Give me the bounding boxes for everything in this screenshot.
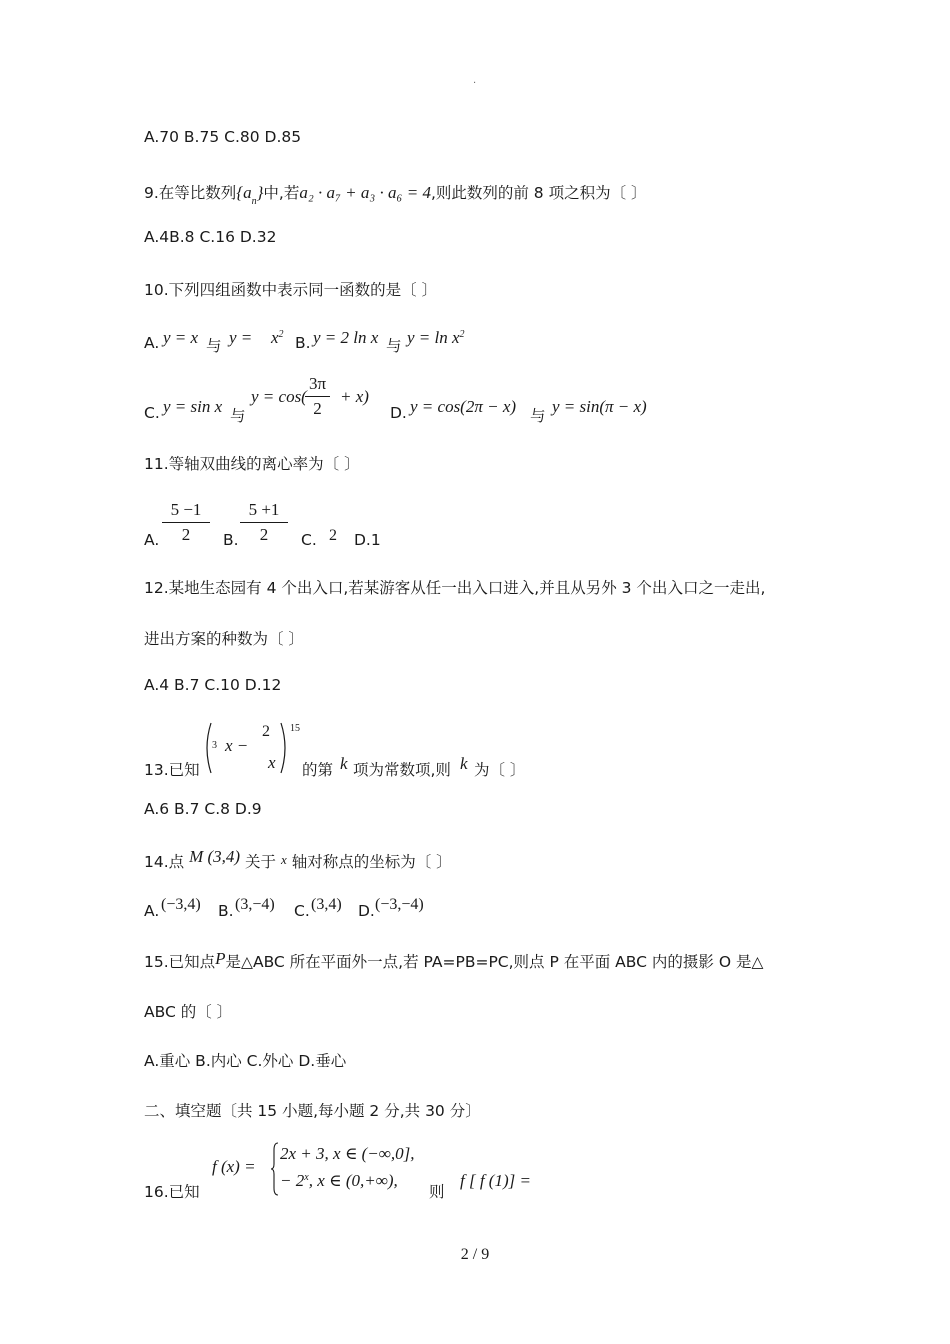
q10-c-with: 与: [230, 407, 246, 425]
q13-x-term: x −: [225, 736, 249, 755]
q9-suffix: ,则此数列的前 8 项之积为〔 〕: [430, 184, 647, 202]
q9-mid: 中,若: [263, 184, 300, 202]
q14-point: M (3,4): [189, 847, 241, 866]
page-indicator: 2 / 9: [460, 1246, 490, 1263]
q10-d-expr1: y = cos(2π − x): [410, 397, 517, 416]
question-13: [144, 718, 564, 780]
q8-options: A.70 B.75 C.80 D.85: [144, 128, 302, 146]
q10-d-label: D.: [390, 404, 407, 422]
q10-d-with: 与: [530, 407, 546, 425]
q14-mid: 关于: [245, 853, 277, 871]
q15-options: A.重心 B.内心 C.外心 D.垂心: [144, 1052, 347, 1070]
q14-b-value: (3,−4): [235, 896, 275, 913]
q10-c-expr2b: + x): [340, 387, 369, 406]
q10-a-expr1: y = x: [163, 328, 199, 347]
q14-options: [144, 895, 464, 925]
q11-c-value: 2: [329, 527, 337, 544]
header-mark: ·: [473, 78, 477, 89]
q16-f: f (x) =: [212, 1157, 256, 1176]
q13-exponent: 15: [290, 723, 300, 734]
q13-prefix: 13.已知: [144, 761, 200, 779]
q10-a-label: A.: [144, 334, 160, 352]
q11-b-label: B.: [223, 531, 239, 549]
q10-c-label: C.: [144, 404, 160, 422]
q9-expr: a₂ · a₇ + a₃ · a₆ = 4: [299, 183, 431, 202]
q13-frac-num: 2: [262, 723, 270, 740]
q13-frac-den: x: [268, 753, 276, 772]
q13-k2: k: [460, 754, 468, 773]
q9-options: A.4B.8 C.16 D.32: [144, 228, 277, 246]
q9-prefix: 9.在等比数列: [144, 184, 237, 202]
q14-suffix: 轴对称点的坐标为〔 〕: [291, 853, 452, 871]
q13-root-index: 3: [212, 740, 217, 751]
q11-a-fraction: $\frac{5 -1}{2}$: [162, 500, 210, 545]
q9-seq: $\{a_n\}$: [236, 183, 264, 207]
q12-options: A.4 B.7 C.10 D.12: [144, 676, 282, 694]
q10-c-expr2a: y = cos(: [251, 387, 307, 406]
q15-stem-line1: 是△ABC 所在平面外一点,若 PA=PB=PC,则点 P 在平面 ABC 内的摄影 O 是△: [225, 953, 764, 971]
q10-d-expr2: y = sin(π − x): [552, 397, 647, 416]
q13-mid2: 项为常数项,则: [353, 761, 451, 779]
q15-p: P: [215, 949, 226, 968]
q15-prefix: 15.已知点: [144, 953, 216, 971]
q14-a-value: (−3,4): [161, 896, 201, 913]
question-16: [144, 1140, 564, 1202]
q10-b-expr1: y = 2 ln x: [313, 328, 379, 347]
q11-a-label: A.: [144, 531, 160, 549]
q16-brace: [270, 1142, 280, 1196]
q14-d-value: (−3,−4): [375, 896, 424, 913]
q11-b-fraction: $\frac{5 +1}{2}$: [240, 500, 288, 545]
question-15: [144, 950, 763, 972]
q14-c-value: (3,4): [311, 896, 342, 913]
q10-stem: 10.下列四组函数中表示同一函数的是〔 〕: [144, 281, 438, 299]
q10-a-expr2b: $x^2$: [271, 328, 284, 347]
q11-d-option: D.1: [354, 531, 381, 549]
q14-d-label: D.: [358, 902, 375, 920]
q14-x: x: [280, 852, 287, 867]
q16-then: 则: [429, 1183, 445, 1201]
q16-expr: f [ f (1)] =: [460, 1171, 531, 1190]
q14-c-label: C.: [294, 902, 310, 920]
q13-mid: 的第: [302, 761, 334, 779]
q11-options: [144, 498, 544, 550]
q14-prefix: 14.点: [144, 853, 185, 871]
q13-options: A.6 B.7 C.8 D.9: [144, 800, 262, 818]
q13-k: k: [340, 754, 348, 773]
q14-a-label: A.: [144, 902, 160, 920]
q10-b-expr2: $y = \ln x^2$: [407, 328, 465, 347]
q10-c-fraction: $\frac{3\pi}{2}$: [305, 374, 330, 419]
q11-c-label: C.: [301, 531, 317, 549]
q10-c-expr1: y = sin x: [163, 397, 223, 416]
question-9: [144, 181, 647, 207]
q14-b-label: B.: [218, 902, 234, 920]
section-2-title: 二、填空题〔共 15 小题,每小题 2 分,共 30 分〕: [144, 1102, 481, 1120]
q10-a-with: 与: [206, 337, 222, 355]
q16-case1: 2x + 3, x ∈ (−∞,0],: [280, 1144, 415, 1163]
question-14: [144, 847, 452, 872]
q11-stem: 11.等轴双曲线的离心率为〔 〕: [144, 455, 360, 473]
q12-stem-line2: 进出方案的种数为〔 〕: [144, 630, 304, 648]
q10-a-expr2: y =: [229, 328, 253, 347]
q13-suffix: 为〔 〕: [474, 761, 526, 779]
q10-b-label: B.: [295, 334, 311, 352]
q12-stem-line1: 12.某地生态园有 4 个出入口,若某游客从任一出入口进入,并且从另外 3 个出入口之一走出,: [144, 579, 766, 597]
q15-stem-line2: ABC 的〔 〕: [144, 1003, 233, 1021]
q10-b-with: 与: [386, 337, 402, 355]
q16-prefix: 16.已知: [144, 1183, 200, 1201]
q16-case2: − $2^x$, x ∈ (0,+∞),: [280, 1171, 398, 1190]
